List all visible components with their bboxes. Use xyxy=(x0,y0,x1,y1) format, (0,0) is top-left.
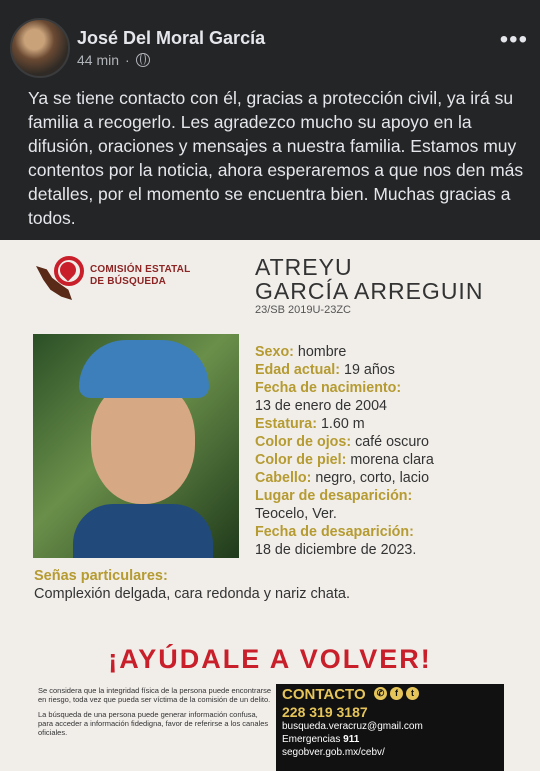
post-header xyxy=(0,0,540,84)
detail-nacimiento-label: Fecha de nacimiento: xyxy=(255,380,402,396)
call-to-action: ¡AYÚDALE A VOLVER! xyxy=(108,644,432,674)
detail-edad: Edad actual: 19 años xyxy=(255,362,395,378)
contact-email[interactable]: busqueda.veracruz@gmail.com xyxy=(282,721,423,732)
twitter-icon[interactable]: t xyxy=(406,687,419,700)
fine-print: Se considera que la integridad física de la persona puede encontrarse en riesgo, toda vez que pueda ser víctima de la comisión de un delito. La búsqueda de una persona puede generar información confusa, para acceder a información fidedigna, favor de referirse a los canales oficiales. xyxy=(38,686,272,737)
author-name[interactable]: José Del Moral García xyxy=(77,28,266,48)
detail-cabello: Cabello: negro, corto, lacio xyxy=(255,470,430,486)
person-photo xyxy=(33,334,239,558)
detail-sexo: Sexo: hombre xyxy=(255,344,347,360)
person-last-name: GARCÍA ARREGUIN xyxy=(255,278,484,304)
detail-fecha-label: Fecha de desaparición: xyxy=(255,524,414,540)
senas-label: Señas particulares: xyxy=(34,568,168,584)
author-avatar[interactable] xyxy=(10,18,70,78)
detail-lugar-label: Lugar de desaparición: xyxy=(255,488,413,504)
contact-title: CONTACTO xyxy=(282,686,366,703)
whatsapp-icon[interactable]: ✆ xyxy=(374,687,387,700)
missing-person-flyer[interactable] xyxy=(0,240,540,771)
folio-number: 23/SB 2019U-23ZC xyxy=(255,304,351,316)
post-body xyxy=(0,84,540,240)
person-first-name: ATREYU xyxy=(255,254,353,280)
detail-nacimiento-value: 13 de enero de 2004 xyxy=(255,398,387,414)
globe-icon[interactable] xyxy=(136,53,150,67)
post-meta: 44 min · xyxy=(77,52,150,68)
facebook-icon[interactable]: f xyxy=(390,687,403,700)
post-time[interactable]: 44 min xyxy=(77,52,120,68)
org-name: COMISIÓN ESTATAL DE BÚSQUEDA xyxy=(90,264,191,287)
person-details xyxy=(255,343,525,559)
contact-box xyxy=(276,684,504,771)
commission-logo xyxy=(36,256,86,310)
detail-piel: Color de piel: morena clara xyxy=(255,452,434,468)
senas-value: Complexión delgada, cara redonda y nariz chata. xyxy=(34,586,350,602)
detail-fecha-value: 18 de diciembre de 2023. xyxy=(255,542,417,558)
detail-ojos: Color de ojos: café oscuro xyxy=(255,434,429,450)
contact-website[interactable]: segobver.gob.mx/cebv/ xyxy=(282,747,385,758)
social-icons xyxy=(374,687,419,700)
post-text: Ya se tiene contacto con él, gracias a protección civil, ya irá su familia a recogerlo. Les agradezco mucho su apoyo en la difusión, oraciones y mensajes a nuestra familia. Estamos muy contentos por la noticia, ahora esperaremos a que nos den más detalles, por el momento se encuentra bien. Muchas gracias a todos. xyxy=(28,88,524,228)
detail-lugar-value: Teocelo, Ver. xyxy=(255,506,337,522)
contact-phone[interactable]: 228 319 3187 xyxy=(282,704,368,720)
detail-estatura: Estatura: 1.60 m xyxy=(255,416,365,432)
emergency-line: Emergencias 911 xyxy=(282,734,360,745)
more-options-icon[interactable]: ••• xyxy=(499,26,528,53)
